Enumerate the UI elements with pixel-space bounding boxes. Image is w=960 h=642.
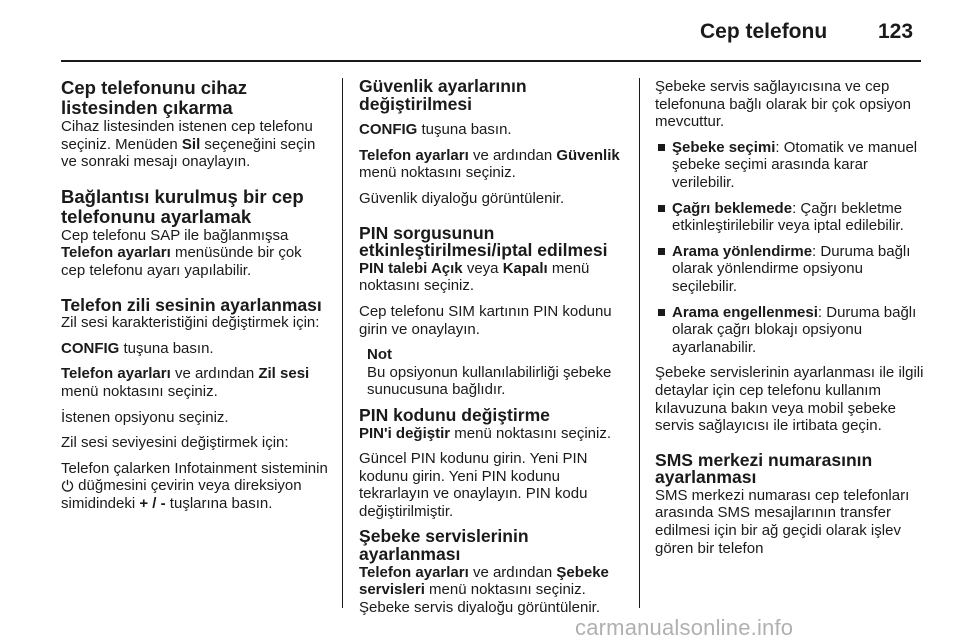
heading-ringtone: Telefon zili sesinin ayarlanması	[61, 294, 322, 315]
paragraph-pin-new: Güncel PIN kodunu girin. Yeni PIN kodunu girin. Yeni PIN kodunu tekrarlayın ve onaylayın. PIN kodu değiştirilmiştir.	[359, 450, 588, 520]
text: seçeneğini seçin ve sonraki mesajı onaylayın.	[61, 135, 316, 171]
menu-term-pin-talebi-acik: PIN talebi Açık	[359, 259, 463, 277]
heading-remove-phone: Cep telefonunu cihaz listesinden çıkarma	[61, 77, 248, 118]
heading-security: Güvenlik ayarlarının değiştirilmesi	[359, 76, 527, 114]
option-term: Şebeke seçimi	[672, 138, 776, 156]
page-number: 123	[878, 20, 914, 43]
menu-term-telefon-ayarlari: Telefon ayarları	[359, 146, 469, 164]
paragraph-remove-phone	[61, 118, 329, 171]
bullet-square-icon	[658, 205, 665, 212]
text: menü noktasını seçiniz.	[424, 581, 586, 599]
paragraph-network-menu	[359, 564, 625, 599]
menu-term-telefon-ayarlari: Telefon ayarları	[359, 563, 469, 581]
menu-term-sebeke-servisleri: Şebeke servisleri	[359, 563, 609, 599]
list-item	[655, 304, 925, 357]
text: veya	[462, 259, 503, 277]
heading-sms-center: SMS merkezi numarasının ayarlanması	[655, 449, 873, 488]
text: ve ardından	[468, 146, 557, 164]
bullet-square-icon	[658, 144, 665, 151]
option-term: Çağrı beklemede	[672, 199, 793, 217]
paragraph-config	[359, 121, 625, 139]
menu-term-sil: Sil	[181, 135, 201, 153]
note-text: Bu opsiyonun kullanılabilirliği şebeke sunucusuna bağlıdır.	[367, 363, 612, 399]
text: Telefon çalarken Infotainment sisteminin	[61, 459, 328, 477]
network-options-list	[655, 139, 925, 357]
button-term-plus-minus: + / -	[139, 494, 166, 512]
text: menü noktasını seçiniz.	[359, 259, 590, 295]
menu-term-kapali: Kapalı	[502, 259, 548, 277]
text: tuşuna basın.	[119, 339, 214, 357]
text: ve ardından	[170, 365, 259, 383]
bullet-square-icon	[658, 248, 665, 255]
heading-pin-change: PIN kodunu değiştirme	[359, 404, 550, 425]
menu-term-guvenlik: Güvenlik	[556, 146, 620, 164]
heading-setup-phone: Bağlantısı kurulmuş bir cep telefonunu ayarlamak	[61, 185, 304, 227]
paragraph-setup-phone	[61, 227, 329, 280]
paragraph-network-dialog: Şebeke servis diyaloğu görüntülenir.	[359, 598, 600, 616]
heading-pin-query: PIN sorgusunun etkinleştirilmesi/iptal edilmesi	[359, 222, 608, 261]
paragraph-option: İstenen opsiyonu seçiniz.	[61, 408, 229, 426]
paragraph-network-details: Şebeke servislerinin ayarlanması ile ilgili detaylar için cep telefonu kullanım kılavuzuna bakın veya mobil şebeke servis sağlayıcısı ile irtibata geçin.	[655, 364, 924, 435]
list-item	[655, 139, 925, 192]
text: menü noktasını seçiniz.	[450, 424, 612, 442]
button-term-config: CONFIG	[61, 339, 120, 357]
menu-term-pin-degistir: PIN'i değiştir	[359, 424, 451, 442]
paragraph-config	[61, 340, 329, 358]
option-term: Arama engellenmesi	[672, 303, 818, 321]
menu-term-telefon-ayarlari: Telefon ayarları	[61, 244, 171, 262]
paragraph-ringtone-menu	[61, 365, 329, 400]
heading-network-services: Şebeke servislerinin ayarlanması	[359, 526, 529, 565]
option-term: Arama yönlendirme	[672, 242, 813, 260]
paragraph-security-dialog: Güvenlik diyaloğu görüntülenir.	[359, 189, 565, 207]
text: menü noktasını seçiniz.	[359, 164, 516, 182]
paragraph-security-menu	[359, 147, 625, 182]
paragraph-ringtone-intro: Zil sesi karakteristiğini değiştirmek için:	[61, 314, 320, 332]
paragraph-volume	[61, 460, 329, 513]
paragraph-pin-enter: Cep telefonu SIM kartının PIN kodunu girin ve onaylayın.	[359, 302, 612, 338]
text: : Duruma bağlı olarak çağrı blokajı opsiyonu ayarlanabilir.	[672, 303, 917, 356]
page-header-title: Cep telefonu	[700, 20, 828, 43]
column-1	[61, 78, 329, 521]
watermark: carmanualsonline.info	[575, 615, 794, 640]
list-item	[655, 200, 925, 235]
paragraph-pin-query	[359, 260, 625, 295]
note-box	[367, 346, 625, 399]
paragraph-network-intro: Şebeke servis sağlayıcısına ve cep telefonuna bağlı olarak bir çok opsiyon mevcuttur.	[655, 78, 911, 131]
text: : Duruma bağlı olarak yönlendirme opsiyonu seçilebilir.	[672, 242, 911, 295]
text: menü noktasını seçiniz.	[61, 382, 218, 400]
list-item	[655, 243, 925, 296]
paragraph-pin-change	[359, 425, 625, 443]
button-term-config: CONFIG	[359, 121, 418, 139]
menu-term-zil-sesi: Zil sesi	[258, 365, 310, 383]
text: Cihaz listesinden istenen cep telefonu seçiniz. Menüden	[61, 118, 313, 153]
text: Cep telefonu SAP ile bağlanmışsa	[61, 226, 289, 244]
menu-term-telefon-ayarlari: Telefon ayarları	[61, 365, 171, 383]
bullet-square-icon	[658, 309, 665, 316]
rotary-knob-icon	[61, 479, 74, 492]
text: : Otomatik ve manuel şebeke seçimi arasında karar verilebilir.	[672, 138, 918, 191]
text: : Çağrı bekletme etkinleştirilebilir veya iptal edilebilir.	[672, 199, 904, 235]
header-divider	[61, 60, 921, 62]
text: tuşlarına basın.	[165, 494, 273, 512]
column-2	[359, 78, 625, 624]
text: düğmesini çevirin veya direksiyon simidindeki	[61, 477, 302, 512]
paragraph-sms-center: SMS merkezi numarası cep telefonları arasında SMS mesajlarının transfer edilmesi için bir ağ geçidi olarak işlev gören bir telefon	[655, 486, 910, 557]
column-3	[655, 78, 925, 565]
note-label: Not	[367, 346, 392, 364]
column-divider-1	[342, 78, 343, 608]
text: tuşuna basın.	[417, 121, 512, 139]
column-divider-2	[639, 78, 640, 608]
text: menüsünde bir çok cep telefonu ayarı yapılabilir.	[61, 244, 302, 279]
text: ve ardından	[468, 563, 557, 581]
paragraph-volume-intro: Zil sesi seviyesini değiştirmek için:	[61, 434, 289, 452]
